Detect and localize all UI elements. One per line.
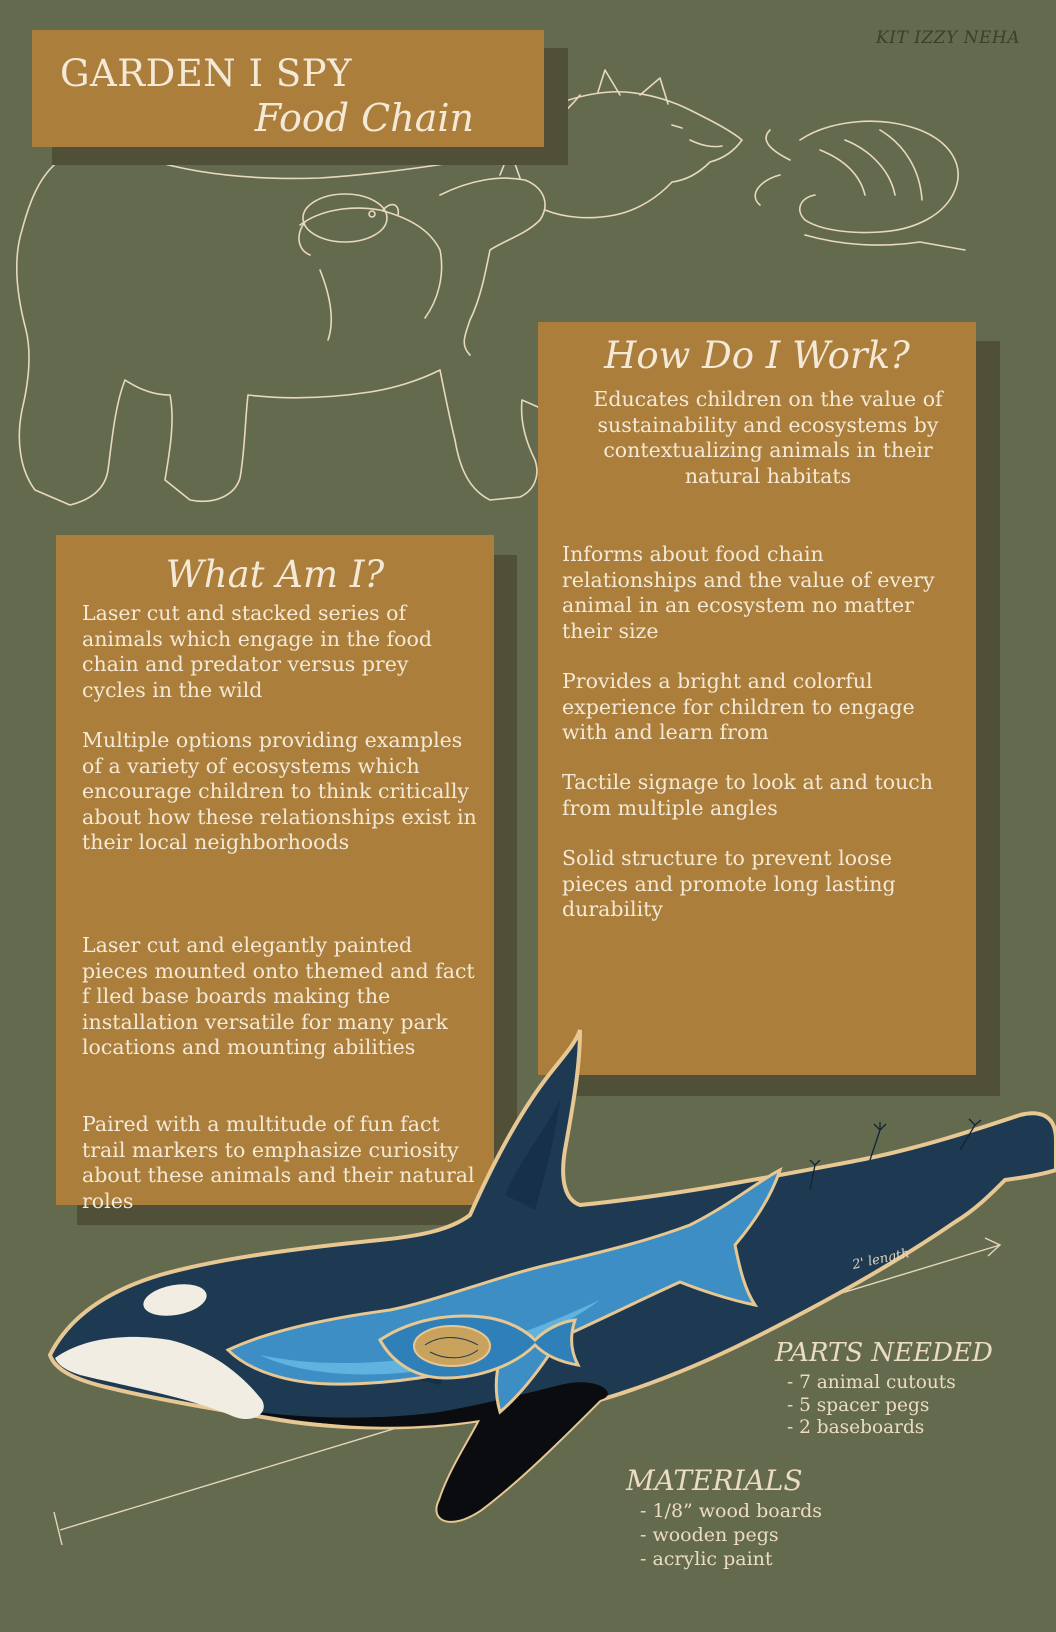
parts-needed-list <box>787 1372 956 1440</box>
how-paragraph-3: Tactile signage to look at and touch from multiple angles <box>562 770 933 820</box>
list-item: - 1/8” wood boards <box>640 1500 823 1522</box>
page-title: GARDEN I SPY <box>60 52 352 95</box>
what-paragraph-4: Paired with a multitude of fun fact trail markers to emphasize curiosity about these animals and their natural roles <box>82 1112 475 1213</box>
materials-heading: MATERIALS <box>626 1464 803 1497</box>
what-heading: What Am I? <box>165 553 385 596</box>
how-paragraph-1: Informs about food chain relationships and the value of every animal in an ecosystem no matter their size <box>562 542 935 643</box>
list-item: - 7 animal cutouts <box>787 1372 956 1393</box>
parts-needed-heading: PARTS NEEDED <box>775 1338 993 1368</box>
list-item: - 2 baseboards <box>787 1417 925 1438</box>
credits: KIT IZZY NEHA <box>875 28 1020 48</box>
list-item: - wooden pegs <box>640 1524 779 1546</box>
golden-creature <box>414 1326 490 1366</box>
how-paragraph-2: Provides a bright and colorful experience for children to engage with and learn from <box>562 669 915 744</box>
materials-list <box>640 1499 822 1571</box>
what-paragraph-2: Multiple options providing examples of a variety of ecosystems which encourage children to think critically about how these relationships exist in their local neighborhoods <box>82 728 477 854</box>
how-paragraph-4: Solid structure to prevent loose pieces and promote long lasting durability <box>562 846 896 921</box>
what-paragraph-1: Laser cut and stacked series of animals which engage in the food chain and predator versus prey cycles in the wild <box>82 601 432 702</box>
dimension-label: 2' length <box>851 1246 912 1273</box>
what-paragraph-3: Laser cut and elegantly painted pieces mounted onto themed and fact f lled base boards making the installation versatile for many park locations and mounting abilities <box>82 933 475 1059</box>
page-subtitle: Food Chain <box>254 96 474 140</box>
list-item: - acrylic paint <box>640 1548 773 1570</box>
list-item: - 5 spacer pegs <box>787 1394 930 1416</box>
how-intro: Educates children on the value of sustainability and ecosystems by contextualizing animals in their natural habitats <box>593 387 943 488</box>
how-heading: How Do I Work? <box>604 334 910 377</box>
